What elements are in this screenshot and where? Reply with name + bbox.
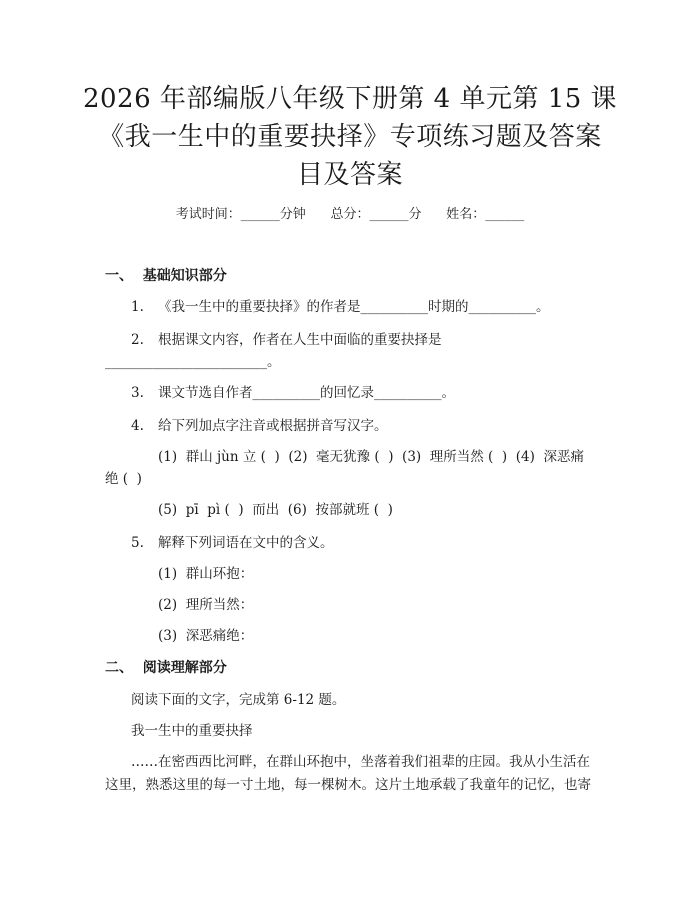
reading-instruction: 阅读下面的文字，完成第 6-12 题。 <box>131 692 346 708</box>
exam-meta-line: 考试时间：______分钟 总分：______分 姓名：______ <box>175 207 525 222</box>
title-line-3: 目及答案 <box>296 160 403 190</box>
question-3-number: 3. <box>131 385 144 401</box>
question-4-number: 4. <box>131 418 144 434</box>
question-4-text: 给下列加点字注音或根据拼音写汉字。 <box>158 418 388 434</box>
question-5-number: 5. <box>131 535 144 551</box>
section-heading-reading: 二、 阅读理解部分 <box>105 660 227 676</box>
question-3-text: 课文节选自作者__________的回忆录__________。 <box>158 385 455 401</box>
question-1-number: 1. <box>131 299 144 315</box>
title-line-1: 2026 年部编版八年级下册第 4 单元第 15 课 <box>82 84 618 114</box>
question-5-text: 解释下列词语在文中的含义。 <box>158 535 334 551</box>
title-line-2: 《我一生中的重要抉择》专项练习题及答案 <box>98 122 602 152</box>
question-2-text: 根据课文内容，作者在人生中面临的重要抉择是 <box>158 332 442 348</box>
document-title <box>60 80 640 194</box>
question-4-items-line-1-wrap: 绝 ( ) <box>105 471 142 487</box>
question-2-number: 2. <box>131 332 144 348</box>
passage-line-1: ……在密西西比河畔，在群山环抱中，坐落着我们祖辈的庄园。我从小生活在 <box>131 754 590 770</box>
section-heading-basic: 一、 基础知识部分 <box>105 268 227 284</box>
question-4-items-line-1: (1) 群山 jùn 立 ( ) (2) 毫无犹豫 ( ) (3) 理所当然 ( ) (4) 深恶痛 <box>158 449 584 465</box>
question-2-continuation: ________________________。 <box>105 354 281 370</box>
question-4-items-line-2: (5) pī pì ( ) 而出 (6) 按部就班 ( ) <box>158 502 393 518</box>
question-5-item-2: (2) 理所当然： <box>158 597 254 613</box>
passage-line-2: 这里，熟悉这里的每一寸土地，每一棵树木。这片土地承载了我童年的记忆，也寄 <box>105 777 591 793</box>
question-5-item-1: (1) 群山环抱： <box>158 566 254 582</box>
question-5-item-3: (3) 深恶痛绝： <box>158 628 254 644</box>
question-1-text: 《我一生中的重要抉择》的作者是__________时期的__________。 <box>158 299 550 315</box>
passage-title: 我一生中的重要抉择 <box>131 723 253 739</box>
